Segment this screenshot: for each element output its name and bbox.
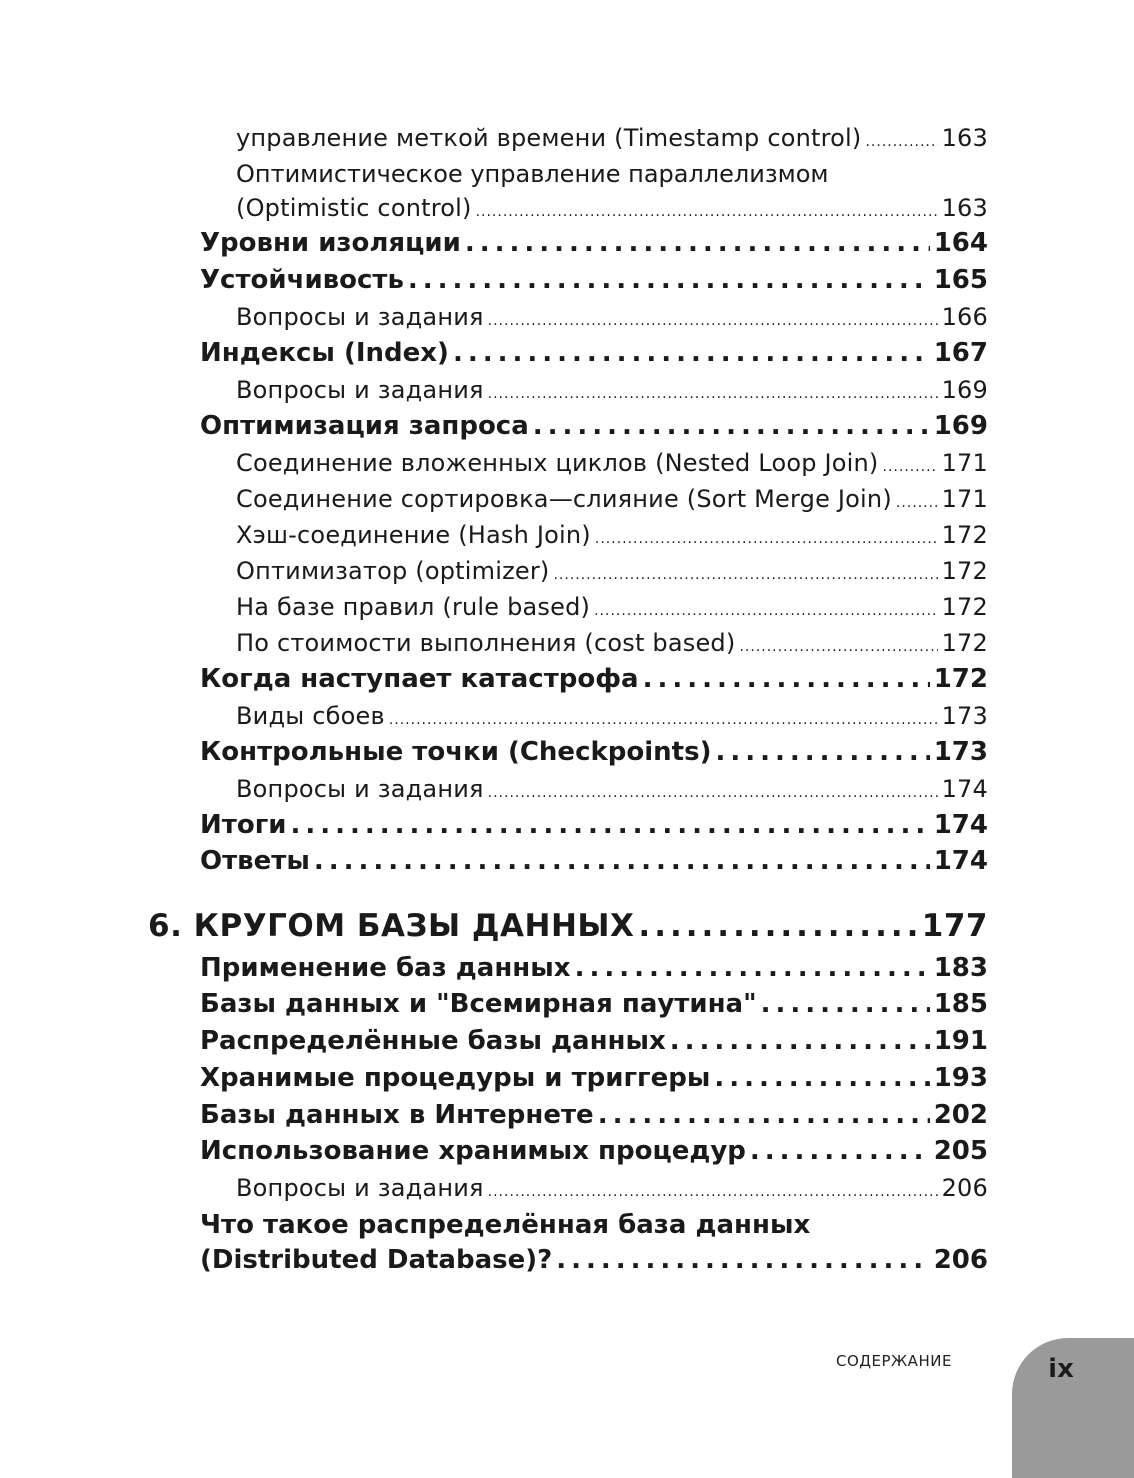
toc-entry-label: Оптимизатор (optimizer)	[236, 557, 550, 585]
toc-entry-page: 166	[941, 303, 988, 331]
dot-leader	[488, 785, 938, 801]
toc-entry-page: 202	[933, 1100, 988, 1130]
toc-entry-questions-3[interactable]	[236, 775, 988, 803]
dot-leader	[488, 386, 938, 402]
toc-entry-summary[interactable]	[200, 810, 988, 840]
toc-entry-questions-2[interactable]	[236, 376, 988, 404]
running-footer-section-label: СОДЕРЖАНИЕ	[836, 1352, 952, 1370]
dot-leader	[896, 495, 938, 511]
toc-entry-page: 169	[941, 376, 988, 404]
toc-entry-page: 165	[933, 265, 988, 295]
toc-entry-label: Соединение вложенных циклов (Nested Loop Join)	[236, 449, 879, 477]
dot-leader	[750, 1136, 930, 1166]
dot-leader	[314, 846, 930, 876]
toc-entry-db-www[interactable]	[200, 989, 988, 1019]
toc-entry-page: 183	[933, 953, 988, 983]
dot-leader	[865, 134, 937, 150]
toc-entry-label: Устойчивость	[200, 265, 404, 295]
dot-leader	[715, 737, 929, 767]
toc-entry-page: 169	[933, 411, 988, 441]
toc-entry-page: 173	[933, 737, 988, 767]
toc-entry-disaster[interactable]	[200, 664, 988, 694]
toc-entry-db-application[interactable]	[200, 953, 988, 983]
toc-entry-distributed-db[interactable]	[200, 1026, 988, 1056]
toc-entry-using-stored-procedures[interactable]	[200, 1136, 988, 1166]
toc-entry-label: Базы данных и "Всемирная паутина"	[200, 989, 757, 1019]
toc-entry-isolation-levels[interactable]	[200, 228, 988, 258]
dot-leader	[465, 228, 930, 258]
toc-entry-label: Итоги	[200, 810, 287, 840]
toc-entry-label: На базе правил (rule based)	[236, 593, 591, 621]
toc-entry-page: 173	[941, 702, 988, 730]
toc-entry-label: Хэш-соединение (Hash Join)	[236, 521, 591, 549]
toc-entry-label: Хранимые процедуры и триггеры	[200, 1063, 711, 1093]
dot-leader	[533, 411, 930, 441]
dot-leader	[643, 664, 930, 694]
dot-leader	[453, 338, 930, 368]
toc-entry-questions-4[interactable]	[236, 1174, 988, 1202]
toc-entry-page: 174	[933, 846, 988, 876]
dot-leader	[638, 908, 917, 944]
toc-entry-rule-based[interactable]	[236, 593, 988, 621]
toc-entry-label: Уровни изоляции	[200, 228, 461, 258]
dot-leader	[761, 989, 930, 1019]
toc-entry-label: (Optimistic control)	[236, 194, 472, 222]
toc-entry-label: Соединение сортировка—слияние (Sort Merge Join)	[236, 485, 892, 513]
toc-entry-page: 191	[933, 1026, 988, 1056]
dot-leader	[389, 712, 938, 728]
toc-chapter-page: 177	[921, 908, 988, 944]
toc-entry-what-is-ddb-line1: Что такое распределённая база данных	[200, 1210, 811, 1240]
toc-entry-optimizer[interactable]	[236, 557, 988, 585]
dot-leader	[408, 265, 930, 295]
toc-entry-sort-merge-join[interactable]	[236, 485, 988, 513]
dot-leader	[714, 1063, 929, 1093]
toc-entry-page: 167	[933, 338, 988, 368]
toc-entry-page: 193	[933, 1063, 988, 1093]
toc-entry-query-optimization[interactable]	[200, 411, 988, 441]
toc-entry-label: Ответы	[200, 846, 310, 876]
toc-entry-label: (Distributed Database)?	[200, 1245, 553, 1275]
toc-entry-page: 172	[941, 557, 988, 585]
toc-entry-label: Вопросы и задания	[236, 376, 484, 404]
toc-entry-nested-loop-join[interactable]	[236, 449, 988, 477]
dot-leader	[594, 603, 937, 619]
toc-entry-page: 171	[941, 449, 988, 477]
toc-entry-label: Использование хранимых процедур	[200, 1136, 746, 1166]
toc-entry-page: 174	[941, 775, 988, 803]
toc-entry-label: Базы данных в Интернете	[200, 1100, 594, 1130]
toc-entry-stored-procedures[interactable]	[200, 1063, 988, 1093]
dot-leader	[553, 567, 937, 583]
toc-entry-db-internet[interactable]	[200, 1100, 988, 1130]
toc-entry-page: 172	[933, 664, 988, 694]
toc-entry-failure-types[interactable]	[236, 702, 988, 730]
toc-entry-optimistic-control[interactable]	[236, 194, 988, 222]
dot-leader	[488, 1184, 938, 1200]
toc-entry-label: управление меткой времени (Timestamp control)	[236, 124, 862, 152]
toc-entry-page: 206	[941, 1174, 988, 1202]
toc-entry-page: 163	[941, 124, 988, 152]
toc-entry-label: Вопросы и задания	[236, 775, 484, 803]
toc-entry-label: Когда наступает катастрофа	[200, 664, 639, 694]
dot-leader	[595, 531, 938, 547]
toc-entry-label: Оптимизация запроса	[200, 411, 529, 441]
toc-entry-label: По стоимости выполнения (cost based)	[236, 629, 736, 657]
toc-entry-indexes[interactable]	[200, 338, 988, 368]
toc-entry-cost-based[interactable]	[236, 629, 988, 657]
page-number	[1046, 1352, 1076, 1386]
toc-entry-questions-1[interactable]	[236, 303, 988, 331]
toc-entry-timestamp-control[interactable]	[236, 124, 988, 152]
toc-entry-label: Применение баз данных	[200, 953, 571, 983]
page-number-text: ix	[1048, 1354, 1074, 1384]
toc-entry-page: 172	[941, 521, 988, 549]
dot-leader	[556, 1245, 930, 1275]
toc-entry-label: Контрольные точки (Checkpoints)	[200, 737, 712, 767]
dot-leader	[598, 1100, 930, 1130]
toc-entry-page: 171	[941, 485, 988, 513]
toc-entry-label: Индексы (Index)	[200, 338, 449, 368]
toc-entry-page: 163	[941, 194, 988, 222]
toc-entry-page: 164	[933, 228, 988, 258]
toc-chapter-label: 6. КРУГОМ БАЗЫ ДАННЫХ	[148, 908, 635, 944]
dot-leader	[476, 204, 938, 220]
toc-entry-page: 172	[941, 593, 988, 621]
toc-entry-page: 206	[933, 1245, 988, 1275]
dot-leader	[291, 810, 930, 840]
toc-entry-durability[interactable]	[200, 265, 988, 295]
dot-leader	[670, 1026, 930, 1056]
toc-entry-what-is-ddb[interactable]	[200, 1245, 988, 1275]
toc-entry-hash-join[interactable]	[236, 521, 988, 549]
toc-chapter-6[interactable]	[148, 908, 988, 944]
toc-entry-optimistic-line1: Оптимистическое управление параллелизмом	[236, 160, 829, 188]
toc-entry-page: 185	[933, 989, 988, 1019]
toc-entry-page: 174	[933, 810, 988, 840]
toc-entry-answers[interactable]	[200, 846, 988, 876]
dot-leader	[883, 459, 938, 475]
dot-leader	[739, 639, 937, 655]
dot-leader	[575, 953, 930, 983]
toc-entry-label: Виды сбоев	[236, 702, 385, 730]
toc-entry-page: 205	[933, 1136, 988, 1166]
toc-entry-label: Вопросы и задания	[236, 1174, 484, 1202]
toc-entry-label: Распределённые базы данных	[200, 1026, 666, 1056]
toc-entry-checkpoints[interactable]	[200, 737, 988, 767]
toc-entry-label: Вопросы и задания	[236, 303, 484, 331]
dot-leader	[488, 313, 938, 329]
toc-entry-page: 172	[941, 629, 988, 657]
